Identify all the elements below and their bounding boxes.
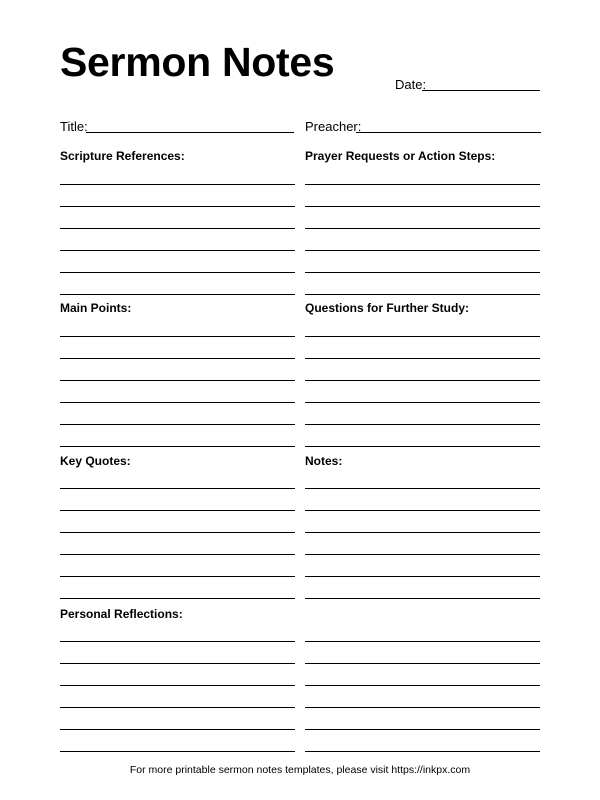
key-quotes-line[interactable] [60,510,295,511]
date-field-line[interactable] [422,90,540,91]
prayer-requests-line[interactable] [305,294,540,295]
main-points-line[interactable] [60,402,295,403]
notes-line[interactable] [305,663,540,664]
personal-reflections-line[interactable] [60,729,295,730]
title-label: Title: [60,119,88,134]
main-points-heading: Main Points: [60,301,132,315]
scripture-references-line[interactable] [60,184,295,185]
notes-line[interactable] [305,598,540,599]
notes-line[interactable] [305,532,540,533]
prayer-requests-line[interactable] [305,206,540,207]
date-label: Date: [395,77,427,92]
personal-reflections-line[interactable] [60,751,295,752]
questions-further-study-heading: Questions for Further Study: [305,301,470,315]
notes-line[interactable] [305,510,540,511]
scripture-references-line[interactable] [60,250,295,251]
prayer-requests-line[interactable] [305,184,540,185]
notes-line[interactable] [305,685,540,686]
page-title: Sermon Notes [60,39,335,85]
key-quotes-line[interactable] [60,598,295,599]
preacher-label: Preacher: [305,119,362,134]
scripture-references-line[interactable] [60,272,295,273]
key-quotes-line[interactable] [60,488,295,489]
main-points-line[interactable] [60,336,295,337]
questions-further-study-line[interactable] [305,336,540,337]
key-quotes-heading: Key Quotes: [60,454,131,468]
notes-line[interactable] [305,488,540,489]
questions-further-study-line[interactable] [305,424,540,425]
key-quotes-line[interactable] [60,554,295,555]
main-points-line[interactable] [60,424,295,425]
notes-line[interactable] [305,576,540,577]
main-points-line[interactable] [60,446,295,447]
prayer-requests-line[interactable] [305,272,540,273]
personal-reflections-heading: Personal Reflections: [60,607,183,621]
notes-line[interactable] [305,707,540,708]
personal-reflections-line[interactable] [60,685,295,686]
personal-reflections-line[interactable] [60,663,295,664]
questions-further-study-line[interactable] [305,358,540,359]
scripture-references-line[interactable] [60,294,295,295]
preacher-field-line[interactable] [356,132,541,133]
notes-line[interactable] [305,641,540,642]
questions-further-study-line[interactable] [305,380,540,381]
scripture-references-line[interactable] [60,206,295,207]
scripture-references-line[interactable] [60,228,295,229]
questions-further-study-line[interactable] [305,446,540,447]
notes-line[interactable] [305,751,540,752]
key-quotes-line[interactable] [60,532,295,533]
notes-line[interactable] [305,554,540,555]
personal-reflections-line[interactable] [60,707,295,708]
main-points-line[interactable] [60,380,295,381]
prayer-requests-line[interactable] [305,228,540,229]
main-points-line[interactable] [60,358,295,359]
questions-further-study-line[interactable] [305,402,540,403]
personal-reflections-line[interactable] [60,641,295,642]
key-quotes-line[interactable] [60,576,295,577]
notes-heading: Notes: [305,454,343,468]
notes-line[interactable] [305,729,540,730]
title-field-line[interactable] [86,132,294,133]
prayer-requests-line[interactable] [305,250,540,251]
prayer-requests-heading: Prayer Requests or Action Steps: [305,149,496,163]
scripture-references-heading: Scripture References: [60,149,185,163]
footer-text: For more printable sermon notes templates, please visit https://inkpx.com [129,764,471,776]
